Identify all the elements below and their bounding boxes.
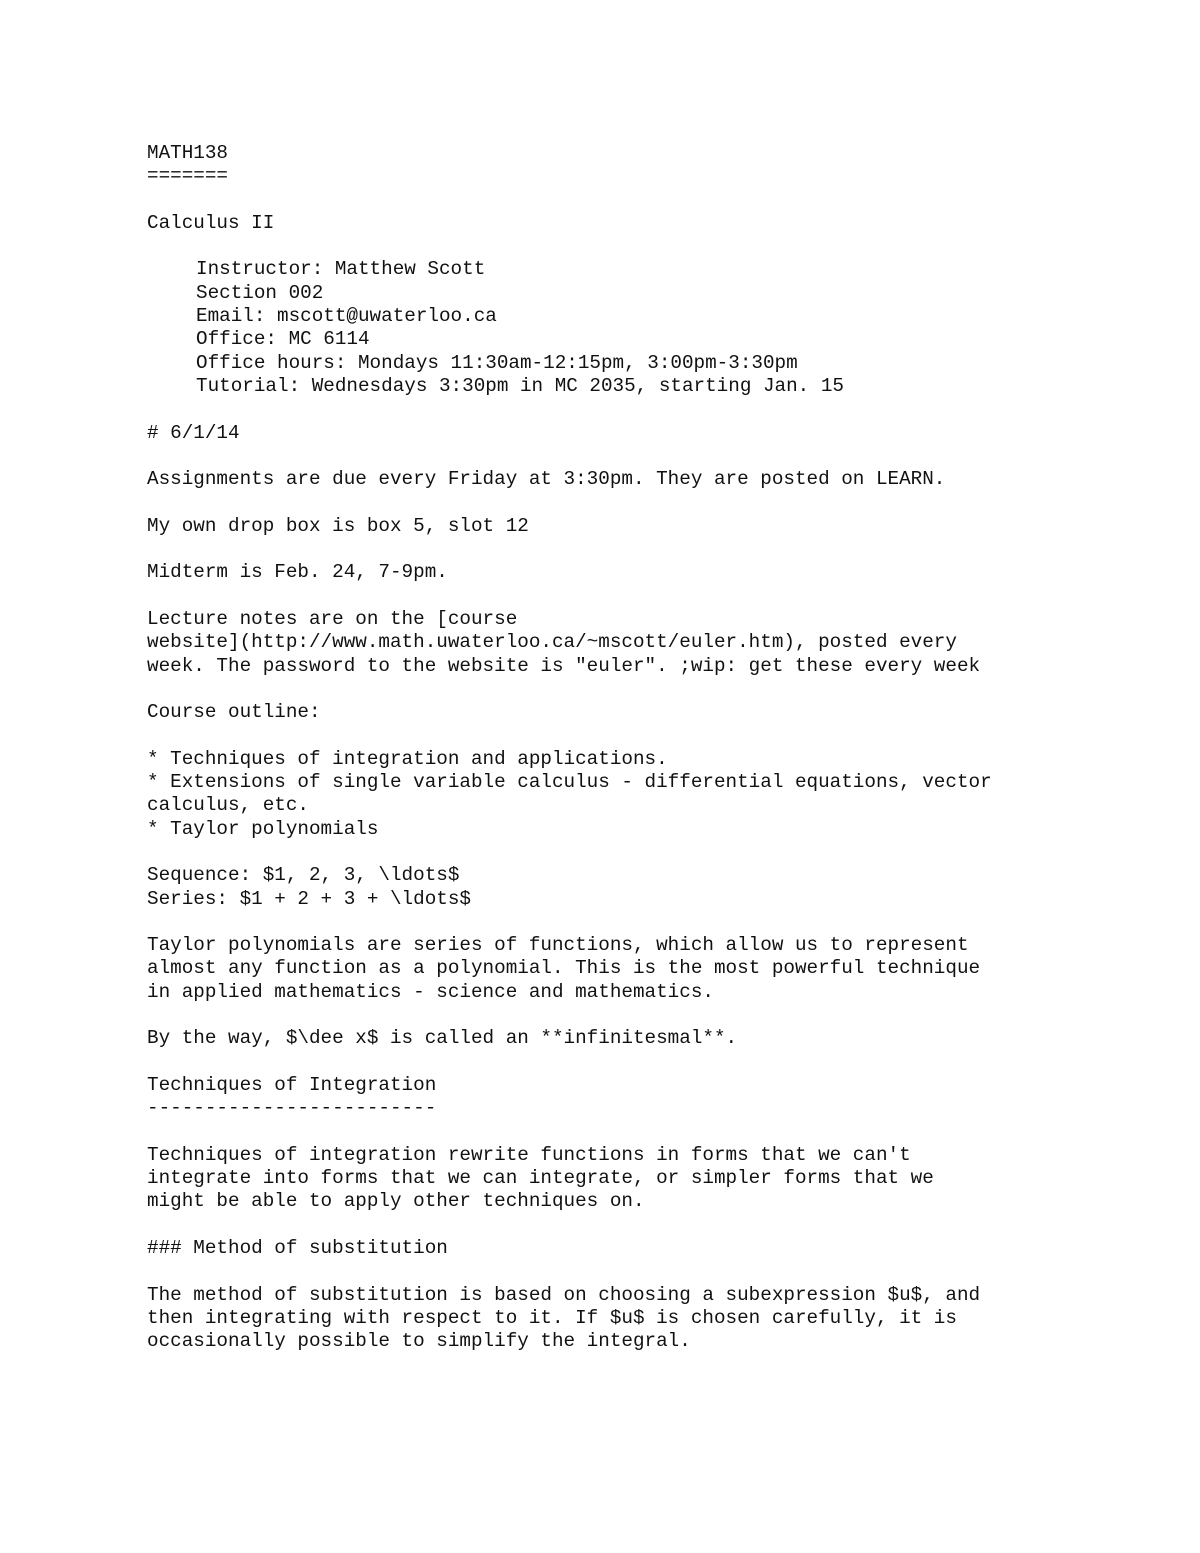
taylor-paragraph — [147, 934, 1157, 1004]
paragraph-line: integrate into forms that we can integrate, or simpler forms that we — [147, 1167, 934, 1190]
section-heading-underline: ------------------------- — [147, 1097, 437, 1120]
infinitesimal-paragraph: By the way, $\dee x$ is called an **infinitesmal**. — [147, 1027, 738, 1050]
tutorial-line: Tutorial: Wednesdays 3:30pm in MC 2035, starting Jan. 15 — [196, 374, 844, 397]
paragraph-line: almost any function as a polynomial. This is the most powerful technique — [147, 957, 981, 980]
paragraph-line: Taylor polynomials are series of functions, which allow us to represent — [147, 934, 969, 957]
midterm-paragraph: Midterm is Feb. 24, 7-9pm. — [147, 561, 448, 584]
office-line: Office: MC 6114 — [196, 328, 370, 351]
list-item: * Extensions of single variable calculus - differential equations, vector — [147, 771, 992, 794]
lecture-notes-paragraph — [147, 608, 1157, 678]
course-outline-list — [147, 748, 1157, 841]
paragraph-line: Lecture notes are on the [course — [147, 607, 518, 630]
dropbox-paragraph: My own drop box is box 5, slot 12 — [147, 514, 529, 537]
office-hours-line: Office hours: Mondays 11:30am-12:15pm, 3:00pm-3:30pm — [196, 351, 798, 374]
section-heading: Techniques of Integration — [147, 1073, 437, 1096]
paragraph-line: The method of substitution is based on choosing a subexpression $u$, and — [147, 1283, 981, 1306]
course-outline-label: Course outline: — [147, 701, 321, 724]
paragraph-line: then integrating with respect to it. If $u$ is chosen carefully, it is — [147, 1306, 957, 1329]
paragraph-line: might be able to apply other techniques on. — [147, 1190, 645, 1213]
paragraph-line: week. The password to the website is "euler". ;wip: get these every week — [147, 654, 981, 677]
instructor-info-block — [147, 258, 1157, 398]
techniques-paragraph — [147, 1144, 1157, 1214]
paragraph-line: Techniques of integration rewrite functions in forms that we can't — [147, 1143, 911, 1166]
substitution-paragraph — [147, 1284, 1157, 1354]
assignments-paragraph: Assignments are due every Friday at 3:30pm. They are posted on LEARN. — [147, 468, 946, 491]
series-line: Series: $1 + 2 + 3 + \ldots$ — [147, 887, 471, 910]
email-line: Email: mscott@uwaterloo.ca — [196, 305, 497, 328]
document-page — [147, 142, 1157, 1353]
sequence-line: Sequence: $1, 2, 3, \ldots$ — [147, 864, 460, 887]
paragraph-line: in applied mathematics - science and mathematics. — [147, 980, 714, 1003]
list-item-continuation: calculus, etc. — [147, 794, 309, 817]
subsection-heading: ### Method of substitution — [147, 1236, 448, 1259]
paragraph-line: website](http://www.math.uwaterloo.ca/~mscott/euler.htm), posted every — [147, 631, 957, 654]
doc-title-underline: ======= — [147, 165, 228, 188]
doc-subtitle: Calculus II — [147, 211, 275, 234]
instructor-line: Instructor: Matthew Scott — [196, 258, 486, 281]
section-line: Section 002 — [196, 281, 324, 304]
doc-title: MATH138 — [147, 142, 228, 164]
paragraph-line: occasionally possible to simplify the integral. — [147, 1330, 691, 1353]
list-item: * Techniques of integration and applications. — [147, 747, 668, 770]
date-heading: # 6/1/14 — [147, 421, 240, 444]
list-item: * Taylor polynomials — [147, 817, 379, 840]
